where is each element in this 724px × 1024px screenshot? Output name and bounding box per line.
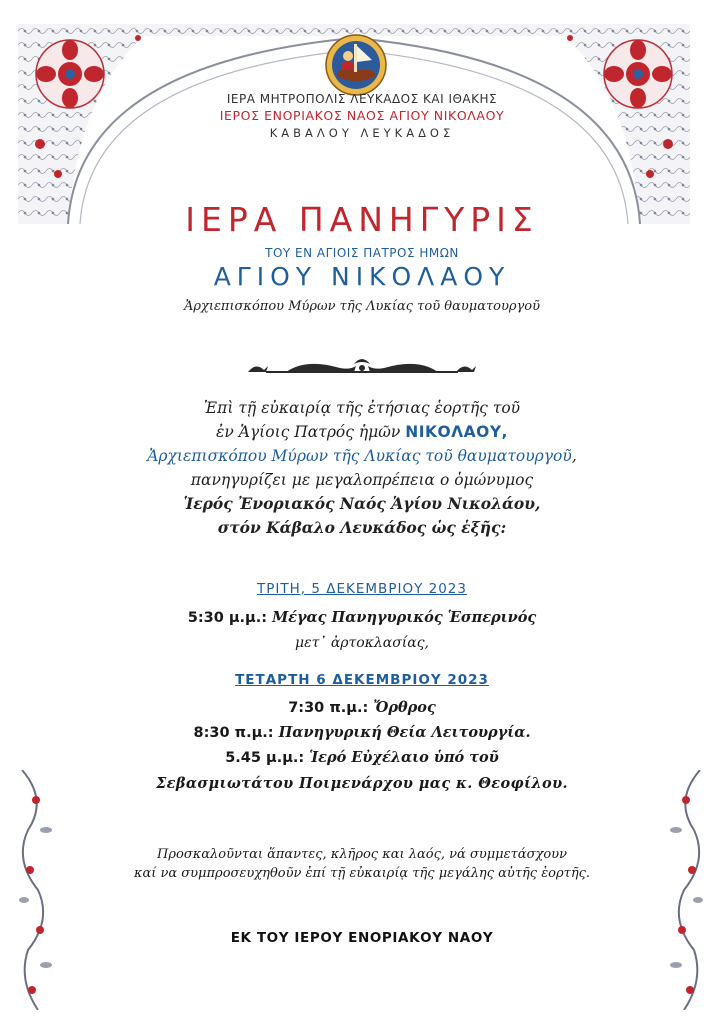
intro-line-5: Ἱερός Ἐνοριακός Ναός Ἁγίου Νικολάου, bbox=[183, 494, 541, 513]
intro-line-2 bbox=[0, 420, 724, 444]
event-name: Ἱερό Εὐχέλαιο ὑπό τοῦ bbox=[309, 749, 499, 766]
day-1-heading: ΤΡΙΤΗ, 5 ΔΕΚΕΜΒΡΙΟΥ 2023 bbox=[257, 581, 467, 597]
saint-epithet: Ἀρχιεπισκόπου Μύρων τῆς Λυκίας τοῦ θαυματουργοῦ bbox=[183, 299, 541, 314]
saint-title-inline: Ἀρχιεπισκόπου Μύρων τῆς Λυκίας τοῦ θαυματουργοῦ bbox=[147, 447, 572, 465]
event-time: 8:30 π.μ.: bbox=[193, 725, 279, 741]
intro-line-1: Ἐπὶ τῇ εὐκαιρίᾳ τῆς ἐτήσιας ἑορτῆς τοῦ bbox=[203, 399, 521, 417]
intro-line-6: στόν Κάβαλο Λευκάδος ὡς ἑξῆς: bbox=[217, 518, 507, 537]
event-time: 5:30 μ.μ.: bbox=[187, 610, 273, 626]
church-emblem-icon bbox=[320, 30, 392, 100]
invitation-line-2: καί να συμπροσευχηθοῦν ἐπί τῇ εὐκαιρίᾳ τῆς μεγάλης αὐτῆς ἑορτῆς. bbox=[133, 866, 591, 881]
day-2-event-1 bbox=[0, 697, 724, 719]
feast-title: ΙΕΡΑ ΠΑΝΗΓΥΡΙΣ bbox=[185, 200, 539, 239]
day-2-event-2 bbox=[0, 722, 724, 744]
intro-line-3-comma: , bbox=[571, 447, 577, 465]
event-name: Ὄρθρος bbox=[373, 699, 436, 716]
feast-subtitle: ΤΟΥ ΕΝ ΑΓΙΟΙΣ ΠΑΤΡΟΣ ΗΜΩΝ bbox=[265, 246, 459, 260]
day-2-event-3-cont: Σεβασμιωτάτου Ποιμενάρχου μας κ. Θεοφίλου. bbox=[155, 775, 569, 792]
event-time: 5.45 μ.μ.: bbox=[225, 750, 310, 766]
intro-line-4: πανηγυρίζει με μεγαλοπρέπεια ο ὁμώνυμος bbox=[190, 471, 534, 489]
day-2-event-3 bbox=[0, 747, 724, 769]
invitation-line-1: Προσκαλοῦνται ἅπαντες, κλῆρος και λαός, νά συμμετάσχουν bbox=[157, 847, 567, 862]
left-floral-border bbox=[18, 770, 58, 1010]
event-name: Μέγας Πανηγυρικός Ἑσπερινός bbox=[272, 609, 537, 626]
right-floral-border bbox=[664, 770, 704, 1010]
birds-ornament-divider bbox=[246, 352, 478, 378]
day-2-heading: ΤΕΤΑΡΤΗ 6 ΔΕΚΕΜΒΡΙΟΥ 2023 bbox=[235, 672, 489, 688]
event-name: Πανηγυρική Θεία Λειτουργία. bbox=[278, 724, 531, 741]
event-time: 7:30 π.μ.: bbox=[288, 700, 374, 716]
church-heading: ΙΕΡΟΣ ΕΝΟΡΙΑΚΟΣ ΝΑΟΣ ΑΓΙΟΥ ΝΙΚΟΛΑΟΥ bbox=[219, 108, 505, 123]
metropolis-heading: ΙΕΡΑ ΜΗΤΡΟΠΟΛΙΣ ΛΕΥΚΑΔΟΣ ΚΑΙ ΙΘΑΚΗΣ bbox=[226, 92, 498, 106]
day-1-event-1-note: μετ᾽ ἀρτοκλασίας, bbox=[295, 635, 429, 651]
intro-line-3 bbox=[0, 444, 724, 468]
place-heading: ΚΑΒΑΛΟΥ ΛΕΥΚΑΔΟΣ bbox=[269, 126, 455, 140]
saint-name: ΑΓΙΟΥ ΝΙΚΟΛΑΟΥ bbox=[213, 262, 511, 291]
footer-signature: ΕΚ ΤΟΥ ΙΕΡΟΥ ΕΝΟΡΙΑΚΟΥ ΝΑΟΥ bbox=[230, 930, 494, 946]
day-1-event-1 bbox=[0, 607, 724, 629]
saint-name-inline: ΝΙΚΟΛΑΟΥ, bbox=[405, 423, 508, 441]
intro-line-2-text: ἐν Ἁγίοις Πατρός ἡμῶν bbox=[216, 423, 406, 441]
